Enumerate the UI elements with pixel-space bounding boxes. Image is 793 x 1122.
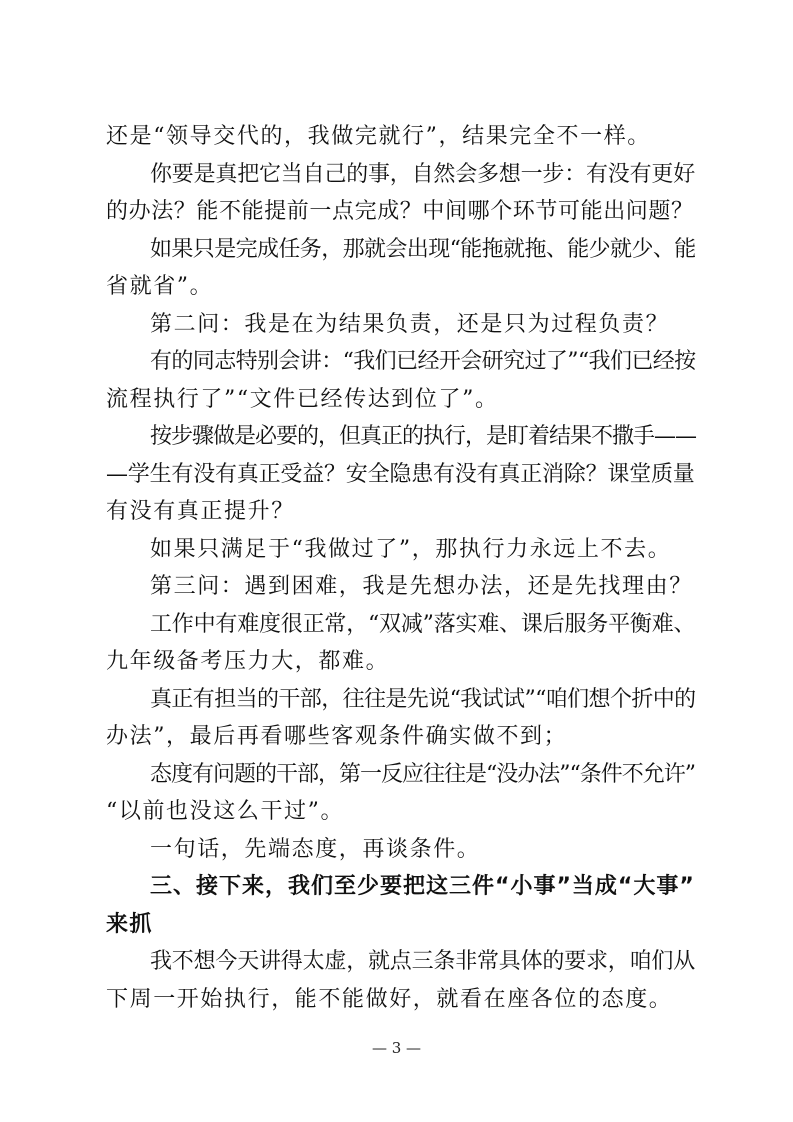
paragraph-line: 如果只满足于“我做过了”，那执行力永远上不去。 <box>150 537 672 562</box>
paragraph-line: 我不想今天讲得太虚，就点三条非常具体的要求，咱们从 <box>150 949 696 974</box>
paragraph-line: 态度有问题的干部，第一反应往往是“没办法”“条件不允许” <box>150 762 695 787</box>
paragraph-line: 如果只是完成任务，那就会出现“能拖就拖、能少就少、能 <box>150 237 696 262</box>
paragraph-line: 办法”，最后再看哪些客观条件确实做不到； <box>106 724 568 749</box>
paragraph-line: “以前也没这么干过”。 <box>106 799 345 824</box>
paragraph-line: 工作中有难度很正常，“双减”落实难、课后服务平衡难、 <box>150 612 696 637</box>
paragraph-line: 真正有担当的干部，往往是先说“我试试”“咱们想个折中的 <box>150 687 696 712</box>
section-heading: 三、接下来，我们至少要把这三件“小事”当成“大事” <box>150 874 695 899</box>
paragraph-line: 第二问：我是在为结果负责，还是只为过程负责？ <box>150 312 670 337</box>
paragraph-line: 一句话，先端态度，再谈条件。 <box>150 837 481 862</box>
paragraph-line: 按步骤做是必要的，但真正的执行，是盯着结果不撒手—— <box>150 424 697 449</box>
paragraph-line: —学生有没有真正受益？安全隐患有没有真正消除？课堂质量 <box>106 462 695 487</box>
paragraph-line: 第三问：遇到困难，我是先想办法，还是先找理由？ <box>150 574 693 599</box>
section-heading-continuation: 来抓 <box>106 912 153 937</box>
paragraph-line: 有的同志特别会讲：“我们已经开会研究过了”“我们已经按 <box>150 349 696 374</box>
paragraph-line: 还是“领导交代的，我做完就行”，结果完全不一样。 <box>106 124 651 149</box>
paragraph-line: 你要是真把它当自己的事，自然会多想一步：有没有更好 <box>150 162 696 187</box>
paragraph-line: 的办法？能不能提前一点完成？中间哪个环节可能出问题？ <box>106 199 694 224</box>
paragraph-line: 流程执行了”“文件已经传达到位了”。 <box>106 387 499 412</box>
page-number: — 3 — <box>371 1039 422 1057</box>
paragraph-line: 有没有真正提升？ <box>106 499 295 524</box>
paragraph-line: 九年级备考压力大，都难。 <box>106 649 390 674</box>
paragraph-line: 下周一开始执行，能不能做好，就看在座各位的态度。 <box>106 987 673 1012</box>
paragraph-line: 省就省”。 <box>106 274 214 299</box>
